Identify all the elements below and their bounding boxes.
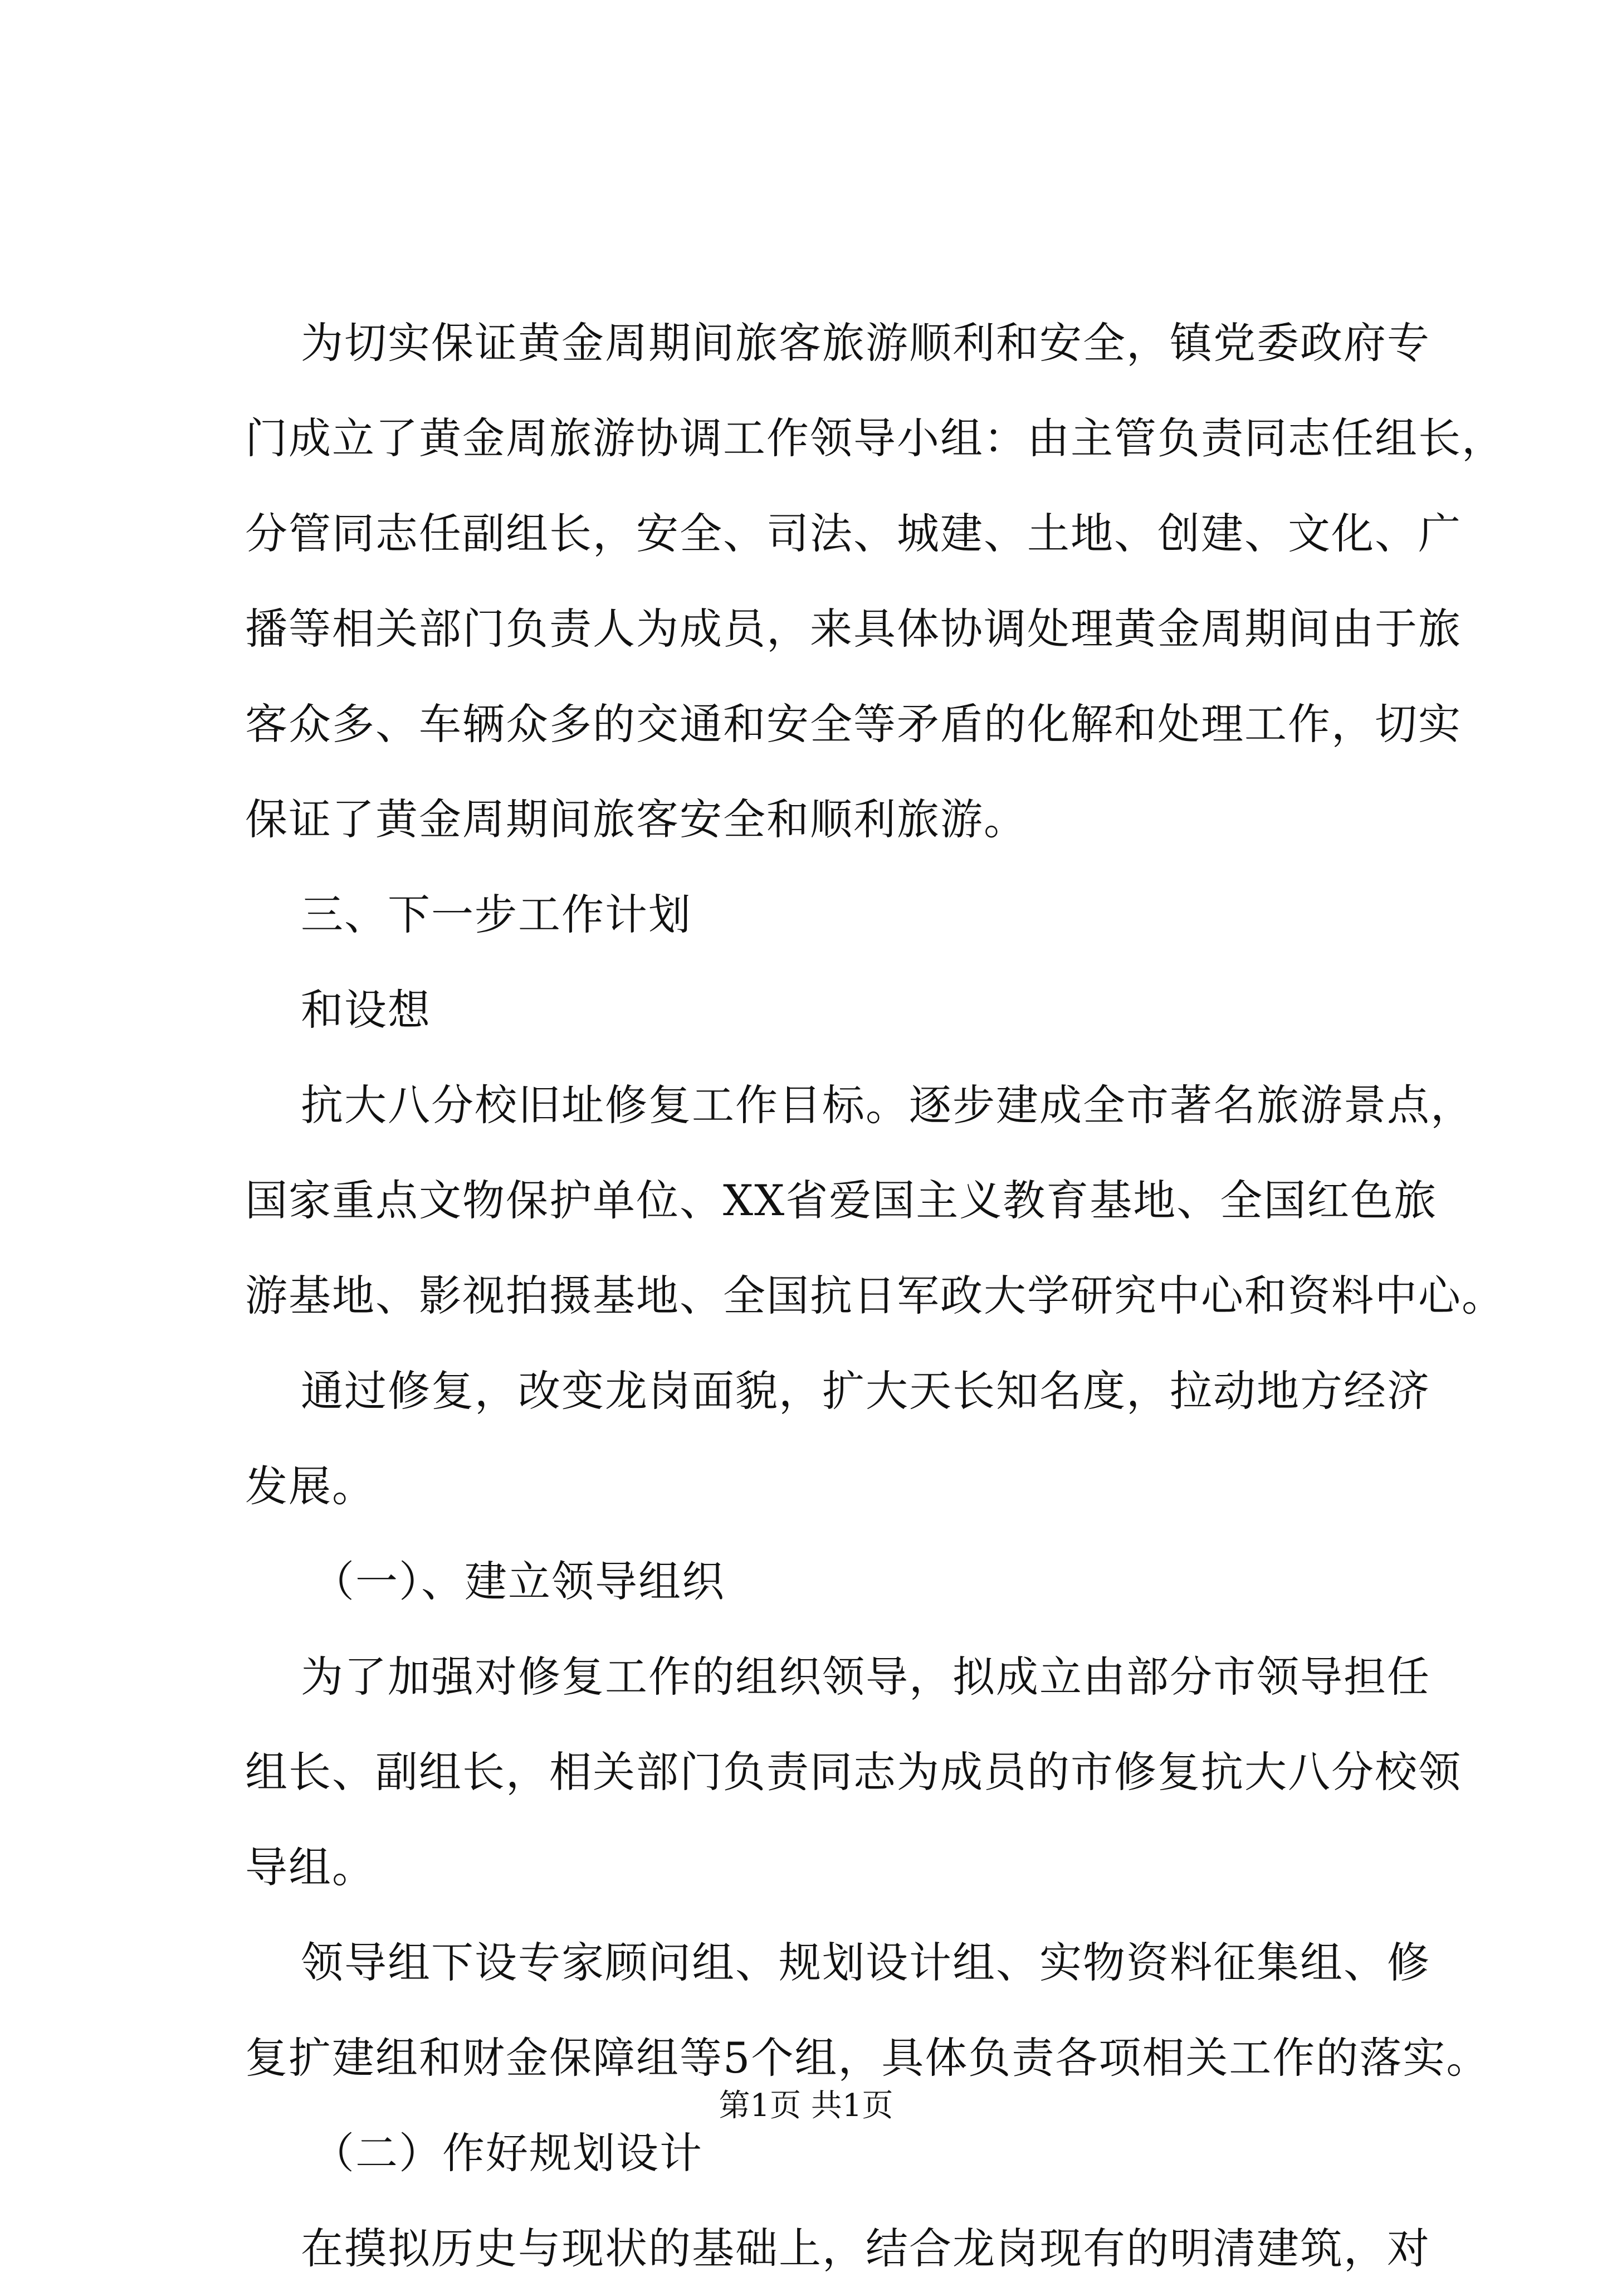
paragraph-line: 分管同志任副组长，安全、司法、城建、土地、创建、文化、广: [245, 509, 1462, 558]
paragraph-line: 客众多、车辆众多的交通和安全等矛盾的化解和处理工作，切实: [245, 699, 1462, 749]
paragraph-line: 复扩建组和财金保障组等5个组，具体负责各项相关工作的落实。: [245, 2033, 1490, 2083]
paragraph-line: 抗大八分校旧址修复工作目标。逐步建成全市著名旅游景点，: [301, 1080, 1474, 1130]
paragraph-line: 游基地、影视拍摄基地、全国抗日军政大学研究中心和资料中心。: [245, 1271, 1505, 1320]
paragraph-line: 播等相关部门负责人为成员，来具体协调处理黄金周期间由于旅: [245, 604, 1462, 654]
subsection-heading: （二）作好规划设计: [312, 2128, 703, 2178]
body-text: [245, 295, 1505, 2296]
paragraph-line: 保证了黄金周期间旅客安全和顺利旅游。: [245, 794, 1027, 844]
paragraph-line: 为了加强对修复工作的组织领导，拟成立由部分市领导担任: [301, 1652, 1430, 1702]
paragraph-line: 在摸拟历史与现状的基础上，结合龙岗现有的明清建筑，对: [301, 2224, 1430, 2273]
subsection-heading: （一）、建立领导组织: [312, 1557, 725, 1606]
paragraph-line: 为切实保证黄金周期间旅客旅游顺利和安全，镇党委政府专: [301, 318, 1430, 368]
paragraph-line: 组长、副组长，相关部门负责同志为成员的市修复抗大八分校领: [245, 1747, 1462, 1797]
paragraph-line: 门成立了黄金周旅游协调工作领导小组：由主管负责同志任组长，: [245, 413, 1505, 463]
paragraph-line: 导组。: [245, 1842, 375, 1892]
paragraph-line: 通过修复，改变龙岗面貌，扩大天长知名度，拉动地方经济: [301, 1366, 1430, 1416]
section-heading: 和设想: [301, 985, 431, 1035]
page-footer: 第1页 共1页: [719, 2088, 893, 2124]
paragraph-line: 领导组下设专家顾问组、规划设计组、实物资料征集组、修: [301, 1938, 1430, 1987]
paragraph-line: 国家重点文物保护单位、XX省爱国主义教育基地、全国红色旅: [245, 1176, 1438, 1225]
paragraph-line: 发展。: [245, 1461, 375, 1511]
section-heading: 三、下一步工作计划: [301, 890, 692, 939]
